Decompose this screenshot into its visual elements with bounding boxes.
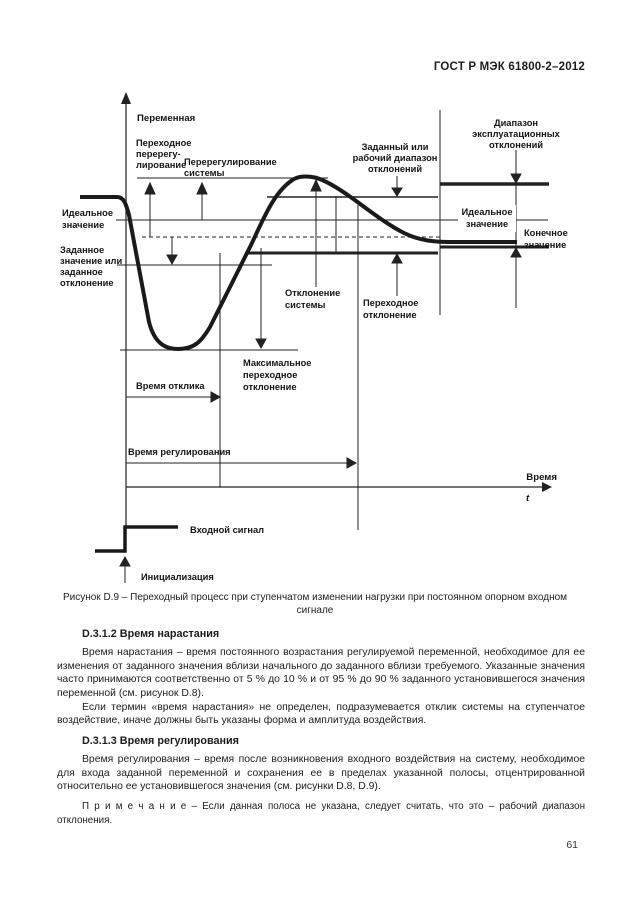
label-final-value: значение bbox=[524, 240, 567, 250]
paragraph: Если термин «время нарастания» не определен, подразумевается отклик системы на ступенчатое воздействие, иначе должны быть указаны форма и амплитуда воздействия. bbox=[57, 702, 585, 727]
note-text: П р и м е ч а н и е – Если данная полоса не указана, следует считать, что это – рабочий диапазон отклонения. bbox=[57, 801, 585, 826]
label-ideal-value-right: значение bbox=[465, 219, 509, 229]
label-transient-overshoot: перерегу- bbox=[136, 149, 181, 159]
label-time-symbol: t bbox=[526, 493, 530, 504]
y-axis-arrow-icon bbox=[121, 92, 131, 104]
label-response-time: Время отклика bbox=[136, 381, 205, 391]
body-text bbox=[57, 621, 585, 828]
label-operational-band: Диапазон bbox=[493, 118, 539, 128]
label-set-value: Заданное bbox=[60, 245, 105, 255]
label-max-transient-deviation: Максимальное bbox=[243, 358, 312, 368]
label-max-transient-deviation: переходное bbox=[243, 370, 298, 380]
label-max-transient-deviation: отклонение bbox=[243, 382, 297, 392]
label-operational-band: отклонений bbox=[488, 140, 544, 150]
initialization-arrow bbox=[120, 557, 130, 583]
settling-time-arrow bbox=[126, 458, 356, 468]
label-specified-band: отклонений bbox=[367, 164, 423, 174]
label-ideal-value-left: Идеальное bbox=[62, 208, 114, 218]
label-ideal-value-left: значение bbox=[62, 220, 105, 230]
label-final-value: Конечное bbox=[524, 228, 568, 238]
label-system-deviation: системы bbox=[285, 300, 326, 310]
label-set-value: заданное bbox=[60, 267, 103, 277]
response-time-arrow bbox=[126, 392, 220, 402]
label-transient-overshoot: Переходное bbox=[136, 138, 192, 148]
section-heading-d313: D.3.1.3 Время регулирования bbox=[82, 734, 239, 747]
label-initialization: Инициализация bbox=[141, 572, 214, 582]
figure-caption: Рисунок D.9 – Переходный процесс при ступенчатом изменении нагрузки при постоянном опорном входном сигнале bbox=[62, 592, 568, 616]
measure-arrows bbox=[145, 174, 521, 348]
response-curve bbox=[80, 177, 517, 349]
label-set-value: значение или bbox=[60, 256, 123, 266]
page-number: 61 bbox=[566, 839, 578, 851]
paragraph: Время регулирования – время после возникновения входного воздействия на систему, необходимое для входа заданной переменной и сохранения ее в пределах указанной полосы, отцентрированной относительно ее установившегося значения (см. рисунки D.8, D.9). bbox=[57, 754, 585, 793]
label-system-overshoot: Перерегулирование bbox=[184, 157, 277, 167]
label-transient-overshoot: лирование bbox=[136, 160, 187, 170]
paragraph: Время нарастания – время постоянного возрастания регулируемой переменной, необходимое для ее изменения от заданного значения вблизи начального до заданного вблизи требуемого. Указанные значения часто принимаются соответственно от 5 % до 10 % и от 95 % до 90 % заданного установившегося значения переменной (см. рисунок D.8). bbox=[57, 647, 585, 699]
label-set-value: отклонение bbox=[60, 278, 114, 288]
x-axis-arrow-icon bbox=[542, 482, 552, 492]
label-ideal-value-right: Идеальное bbox=[461, 207, 513, 217]
section-heading-d312: D.3.1.2 Время нарастания bbox=[82, 628, 220, 640]
label-transient-deviation: Переходное bbox=[363, 298, 419, 308]
document-header-title: ГОСТ Р МЭК 61800-2–2012 bbox=[433, 61, 585, 73]
reference-lines bbox=[116, 178, 549, 350]
label-transient-deviation: отклонение bbox=[363, 310, 417, 320]
label-operational-band: эксплуатационных bbox=[472, 129, 560, 139]
label-input-signal: Входной сигнал bbox=[190, 525, 265, 535]
label-system-overshoot: системы bbox=[184, 168, 225, 178]
label-system-deviation: Отклонение bbox=[285, 288, 341, 298]
label-settling-time: Время регулирования bbox=[128, 447, 231, 457]
label-specified-band: Заданный или bbox=[361, 142, 429, 152]
figure-d9-diagram bbox=[0, 88, 630, 593]
label-specified-band: рабочий диапазон bbox=[352, 153, 438, 163]
input-signal-step bbox=[95, 527, 178, 551]
label-time-axis: Время bbox=[526, 472, 557, 483]
label-variable-axis: Переменная bbox=[137, 113, 196, 124]
